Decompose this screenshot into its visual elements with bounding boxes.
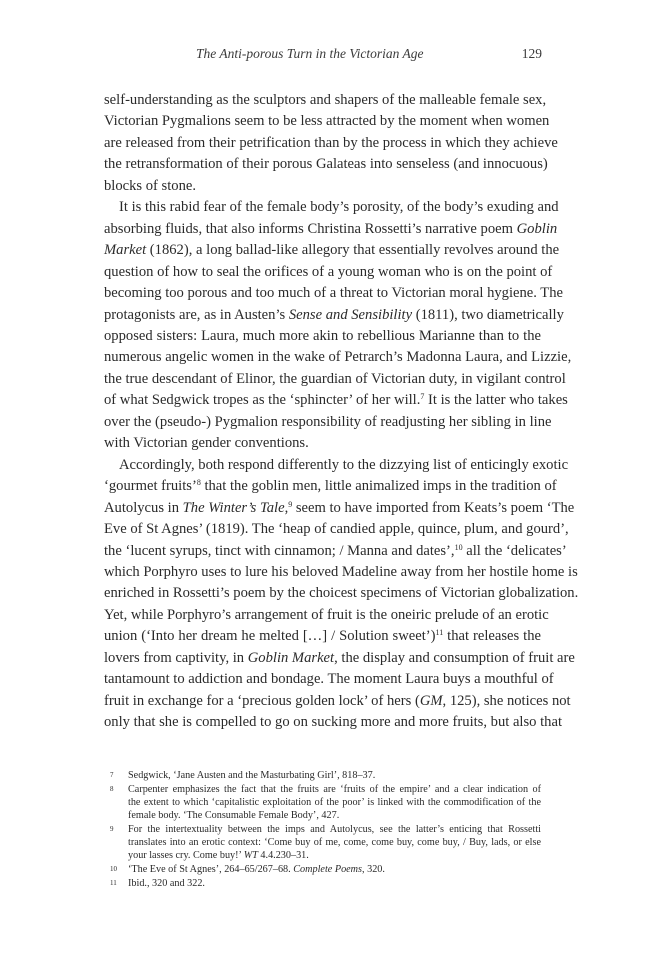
footnote-9 (104, 824, 541, 862)
text-line: self-understanding as the sculptors and shapers of the malleable female sex, (104, 92, 547, 108)
text-line: Accordingly, both respond differently to the dizzying list of enticingly exotic (119, 456, 569, 473)
footnote-text: your lasses cry. Come buy!’ WT 4.4.230–31. (128, 849, 309, 861)
footnote-8 (104, 784, 541, 822)
body-text (104, 90, 579, 734)
text-line: union (‘Into her dream he melted […] / Solution sweet’)$^{11}$ that releases the (104, 628, 541, 645)
text-line: protagonists are, as in Austen’s Sense and Sensibility (1811), two diametrically (104, 306, 564, 323)
text-line: are released from their petrification than by the process in which they achieve (104, 134, 558, 151)
running-head-title: The Anti-porous Turn in the Victorian Age (196, 46, 424, 61)
text-line: Yet, while Porphyro’s arrangement of fruit is the oneiric prelude of an erotic (104, 606, 549, 623)
running-header (104, 46, 542, 66)
text-line: opposed sisters: Laura, much more akin to rebellious Marianne than to the (104, 327, 541, 344)
footnote-text: the extent to which ‘capitalistic exploitation of the poor’ is linked with the commodification of the (128, 797, 541, 809)
text-line: the retransformation of their porous Galateas into senseless (and innocuous) (104, 156, 548, 173)
text-line: only that she is compelled to go on sucking more and more fruits, but also that (104, 714, 563, 731)
text-line: Autolycus in The Winter’s Tale,$^9$ seem to have imported from Keats’s poem ‘The (104, 499, 575, 516)
footnote-number: 11 (110, 879, 117, 888)
text-line: with Victorian gender conventions. (104, 435, 309, 452)
paragraph-1 (104, 90, 558, 197)
text-line: enriched in Rossetti’s poem by the choicest specimens of Victorian globalization. (104, 585, 579, 602)
footnote-10 (104, 864, 541, 877)
footnote-7 (104, 770, 541, 783)
text-line: of what Sedgwick tropes as the ‘sphincter’ of her will.$^7$ It is the latter who takes (104, 392, 568, 409)
footnote-text: Ibid., 320 and 322. (128, 878, 205, 890)
text-line: blocks of stone. (104, 177, 197, 194)
footnote-ref: 7 (420, 392, 425, 402)
text-line: tantamount to addiction and bondage. The moment Laura buys a mouthful of (104, 671, 554, 688)
text-line: the true descendant of Elinor, the guardian of Victorian duty, in vigilant control (104, 370, 566, 387)
footnote-ref: 8 (196, 478, 201, 488)
footnote-number: 9 (110, 825, 114, 834)
text-line: Eve of St Agnes’ (1819). The ‘heap of candied apple, quince, plum, and gourd’, (104, 521, 569, 538)
text-line: Victorian Pygmalions seem to be less attracted by the moment when women (104, 113, 550, 130)
text-line: becoming too porous and too much of a threat to Victorian moral hygiene. The (104, 285, 563, 302)
footnote-ref: 9 (288, 499, 293, 509)
text-line: the ‘lucent syrups, tinct with cinnamon; / Manna and dates’,$^{10}$ all the ‘delicates’ (104, 542, 567, 559)
text-line: absorbing fluids, that also informs Christina Rossetti’s narrative poem Goblin (104, 220, 558, 237)
footnote-ref: 11 (435, 628, 444, 638)
text-line: lovers from captivity, in Goblin Market, the display and consumption of fruit are (104, 649, 575, 666)
text-line: ‘gourmet fruits’$^8$ that the goblin men, little animalized imps in the tradition of (104, 478, 557, 495)
page-number: 129 (521, 46, 542, 61)
footnote-text: translates into an erotic context: ‘Come buy of me, come, come buy, come buy, / Buy, lads, or else (128, 836, 541, 848)
text-line: numerous angelic women in the wake of Petrarch’s Madonna Laura, and Lizzie, (104, 349, 572, 366)
paragraph-2 (104, 197, 572, 454)
text-line: which Porphyro uses to lure his beloved Madeline away from her hostile home is (104, 563, 578, 580)
footnote-11 (104, 878, 541, 891)
text-line: over the (pseudo-) Pygmalion responsibility of readjusting her sibling in line (104, 413, 552, 430)
footnote-text: For the intertextuality between the imps and Autolycus, see the latter’s enticing that Rossetti (128, 824, 541, 836)
text-line: Market (1862), a long ballad-like allegory that essentially revolves around the (104, 242, 560, 259)
footnotes (104, 770, 541, 893)
text-line: It is this rabid fear of the female body’s porosity, of the body’s exuding and (119, 199, 559, 216)
footnote-number: 10 (110, 865, 117, 874)
footnote-text: female body. ‘The Consumable Female Body’, 427. (128, 809, 340, 821)
footnote-text: Sedgwick, ‘Jane Austen and the Masturbating Girl’, 818–37. (128, 770, 376, 781)
paragraph-3 (104, 455, 579, 734)
text-line: question of how to seal the orifices of a young woman who is on the point of (104, 263, 553, 280)
footnote-text: Carpenter emphasizes the fact that the fruits are ‘fruits of the empire’ and a clear indication of (128, 784, 541, 796)
footnote-text: ‘The Eve of St Agnes’, 264–65/267–68. Complete Poems, 320. (128, 864, 385, 876)
text-line: fruit in exchange for a ‘precious golden lock’ of hers (GM, 125), she notices not (104, 692, 571, 709)
footnote-ref: 10 (454, 542, 463, 552)
footnote-number: 7 (110, 771, 114, 779)
footnote-number: 8 (110, 785, 114, 794)
